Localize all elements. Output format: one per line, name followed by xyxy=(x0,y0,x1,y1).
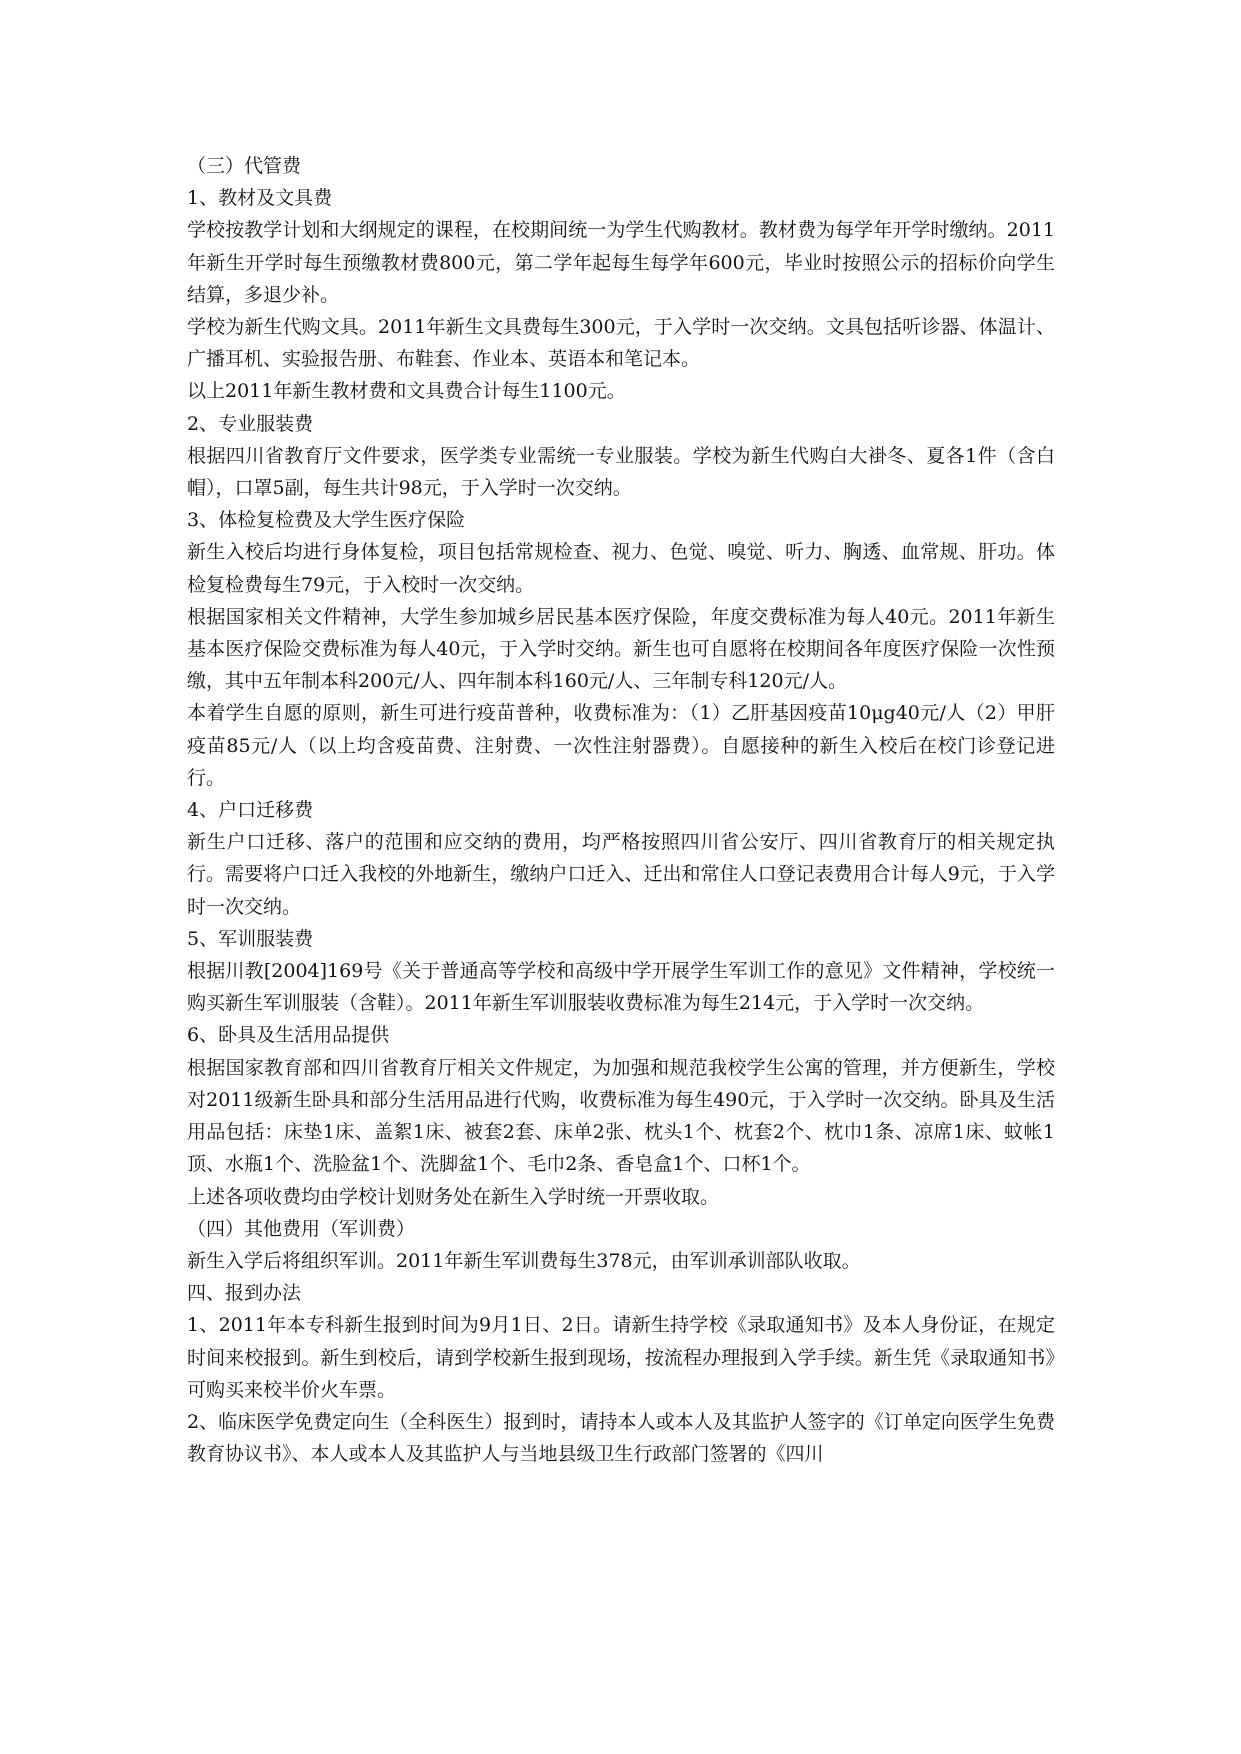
paragraph-stationery-fee: 学校为新生代购文具。2011年新生文具费每生300元，于入学时一次交纳。文具包括听诊器、体温计、广播耳机、实验报告册、布鞋套、作业本、英语本和笔记本。 xyxy=(187,316,1055,371)
subheading-military-uniform: 5、军训服装费 xyxy=(187,927,314,950)
subheading-medical-exam-insurance: 3、体检复检费及大学生医疗保险 xyxy=(187,509,466,532)
paragraph-military-uniform: 根据川教[2004]169号《关于普通高等学校和高级中学开展学生军训工作的意见》文件精神，学校统一购买新生军训服装（含鞋）。2011年新生军训服装收费标准为每生214元，于入学时一次交纳。 xyxy=(187,960,1055,1015)
section-heading-registration: 四、报到办法 xyxy=(187,1282,302,1305)
paragraph-medical-insurance: 根据国家相关文件精神，大学生参加城乡居民基本医疗保险，年度交费标准为每人40元。2011年新生基本医疗保险交费标准为每人40元，于入学时交纳。新生也可自愿将在校期间各年度医疗保险一次性预缴，其中五年制本科200元/人、四年制本科160元/人、三年制专科120元/人。 xyxy=(187,605,1055,693)
subheading-uniform-fee: 2、专业服装费 xyxy=(187,412,314,435)
section-heading-custody-fees: （三）代管费 xyxy=(187,155,302,177)
subheading-household-registration: 4、户口迁移费 xyxy=(187,799,314,822)
paragraph-textbook-fee: 学校按教学计划和大纲规定的课程，在校期间统一为学生代购教材。教材费为每学年开学时缴纳。2011年新生开学时每生预缴教材费800元，第二学年起每生每学年600元，毕业时按照公示的招标价向学生结算，多退少补。 xyxy=(187,219,1055,306)
subheading-textbook-stationery: 1、教材及文具费 xyxy=(187,187,333,210)
section-heading-other-fees: （四）其他费用（军训费） xyxy=(187,1217,416,1240)
paragraph-textbook-total: 以上2011年新生教材费和文具费合计每生1100元。 xyxy=(187,380,626,403)
document-page xyxy=(187,150,1055,1470)
paragraph-directed-students: 2、临床医学免费定向生（全科医生）报到时，请持本人或本人及其监护人签字的《订单定向医学生免费教育协议书》、本人或本人及其监护人与当地县级卫生行政部门签署的《四川 xyxy=(187,1410,1055,1466)
paragraph-uniform-fee: 根据四川省教育厅文件要求，医学类专业需统一专业服装。学校为新生代购白大褂冬、夏各1件（含白帽），口罩5副，每生共计98元，于入学时一次交纳。 xyxy=(187,444,1055,500)
paragraph-household-registration: 新生户口迁移、落户的范围和应交纳的费用，均严格按照四川省公安厅、四川省教育厅的相关规定执行。需要将户口迁入我校的外地新生，缴纳户口迁入、迁出和常住人口登记表费用合计每人9元，于入学时一次交纳。 xyxy=(187,831,1055,918)
paragraph-vaccination: 本着学生自愿的原则，新生可进行疫苗普种，收费标准为：（1）乙肝基因疫苗10μg40元/人（2）甲肝疫苗85元/人（以上均含疫苗费、注射费、一次性注射器费）。自愿接种的新生入校后在校门诊登记进行。 xyxy=(187,702,1055,789)
paragraph-bedding: 根据国家教育部和四川省教育厅相关文件规定，为加强和规范我校学生公寓的管理，并方便新生，学校对2011级新生卧具和部分生活用品进行代购，收费标准为每生490元，于入学时一次交纳。卧具及生活用品包括：床垫1床、盖絮1床、被套2套、床单2张、枕头1个、枕套2个、枕巾1条、凉席1床、蚊帐1顶、水瓶1个、洗脸盆1个、洗脚盆1个、毛巾2条、香皂盒1个、口杯1个。 xyxy=(187,1056,1055,1176)
subheading-bedding: 6、卧具及生活用品提供 xyxy=(187,1024,390,1047)
paragraph-military-training-fee: 新生入学后将组织军训。2011年新生军训费每生378元，由军训承训部队收取。 xyxy=(187,1249,861,1272)
paragraph-invoicing: 上述各项收费均由学校计划财务处在新生入学时统一开票收取。 xyxy=(187,1185,720,1208)
paragraph-registration-time: 1、2011年本专科新生报到时间为9月1日、2日。请新生持学校《录取通知书》及本人身份证，在规定时间来校报到。新生到校后，请到学校新生报到现场，按流程办理报到入学手续。新生凭《录取通知书》可购买来校半价火车票。 xyxy=(187,1314,1055,1401)
paragraph-medical-exam: 新生入校后均进行身体复检，项目包括常规检查、视力、色觉、嗅觉、听力、胸透、血常规、肝功。体检复检费每生79元，于入校时一次交纳。 xyxy=(187,541,1055,596)
